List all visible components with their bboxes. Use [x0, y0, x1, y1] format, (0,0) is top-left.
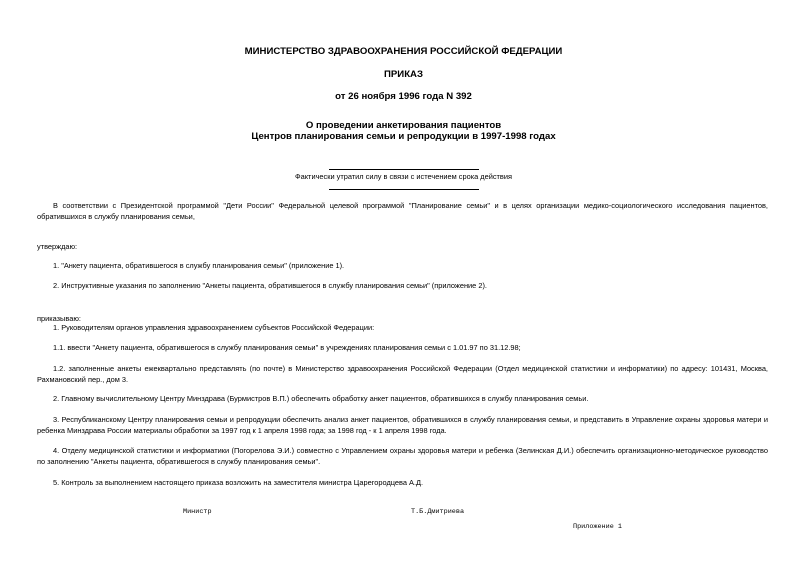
date-number-heading: от 26 ноября 1996 года N 392: [335, 91, 472, 102]
ministry-heading: МИНИСТЕРСТВО ЗДРАВООХРАНЕНИЯ РОССИЙСКОЙ ФЕДЕРАЦИИ: [244, 46, 563, 57]
subject-heading-line1: О проведении анкетирования пациентов: [305, 120, 502, 131]
order-item-1: 1. Руководителям органов управления здравоохранением субъектов Российской Федерации:: [53, 323, 375, 332]
order-item-5: 5. Контроль за выполнением настоящего приказа возложить на заместителя министра Царегородцева А.Д.: [53, 478, 424, 487]
document-type-heading: ПРИКАЗ: [384, 69, 423, 80]
approve-item-2: 2. Инструктивные указания по заполнению "Анкеты пациента, обратившегося в службу планирования семьи" (приложение 2).: [53, 281, 487, 290]
approve-label: утверждаю:: [37, 242, 78, 251]
preamble-paragraph: В соответствии с Президентской программой "Дети России" Федеральной целевой программой "Планирование семьи" и в целях организации медико-социологического исследования пациентов, обратившихся в службу планирования семьи,: [37, 201, 768, 221]
appendix-label: Приложение 1: [573, 523, 622, 531]
status-note: Фактически утратил силу в связи с истечением срока действия: [295, 172, 512, 181]
order-item-1-1: 1.1. ввести "Анкету пациента, обратившегося в службу планирования семьи" в учреждениях планирования семьи с 1.01.97 по 31.12.98;: [53, 343, 521, 352]
approve-item-1: 1. "Анкету пациента, обратившегося в службу планирования семьи" (приложение 1).: [53, 261, 345, 270]
order-item-2: 2. Главному вычислительному Центру Минздрава (Бурмистров В.П.) обеспечить обработку анкет пациентов, обратившихся в службу планирования семьи.: [53, 394, 589, 403]
order-item-4: 4. Отделу медицинской статистики и информатики (Погорелова Э.И.) совместно с Управлением охраны здоровья матери и ребенка (Зелинская Д.И.) обеспечить организационно-методическое руководство по заполнению "Анкеты пациента, обратившегося в службу планирования семьи".: [37, 446, 768, 466]
order-label: приказываю:: [37, 314, 81, 323]
order-item-3: 3. Республиканскому Центру планирования семьи и репродукции обеспечить анализ анкет пациентов, обратившихся в службу планирования семьи, и представить в Управление охраны здоровья матери и ребенка Минздрава России материалы обработки за 1997 год к 1 апреля 1998 года; за 1998 год - к 1 апреля 1998 года.: [37, 415, 768, 435]
order-item-1-2: 1.2. заполненные анкеты ежеквартально представлять (по почте) в Министерство здравоохранения Российской Федерации (Отдел медицинской статистики и информатики) по адресу: 101431, Москва, Рахмановский пер., дом 3.: [37, 364, 768, 384]
signature-title: Министр: [183, 508, 212, 516]
signature-name: Т.Б.Дмитриева: [411, 508, 465, 516]
subject-heading-line2: Центров планирования семьи и репродукции в 1997-1998 годах: [251, 131, 556, 142]
status-top-rule: [329, 169, 479, 170]
status-bottom-rule: [329, 189, 479, 190]
